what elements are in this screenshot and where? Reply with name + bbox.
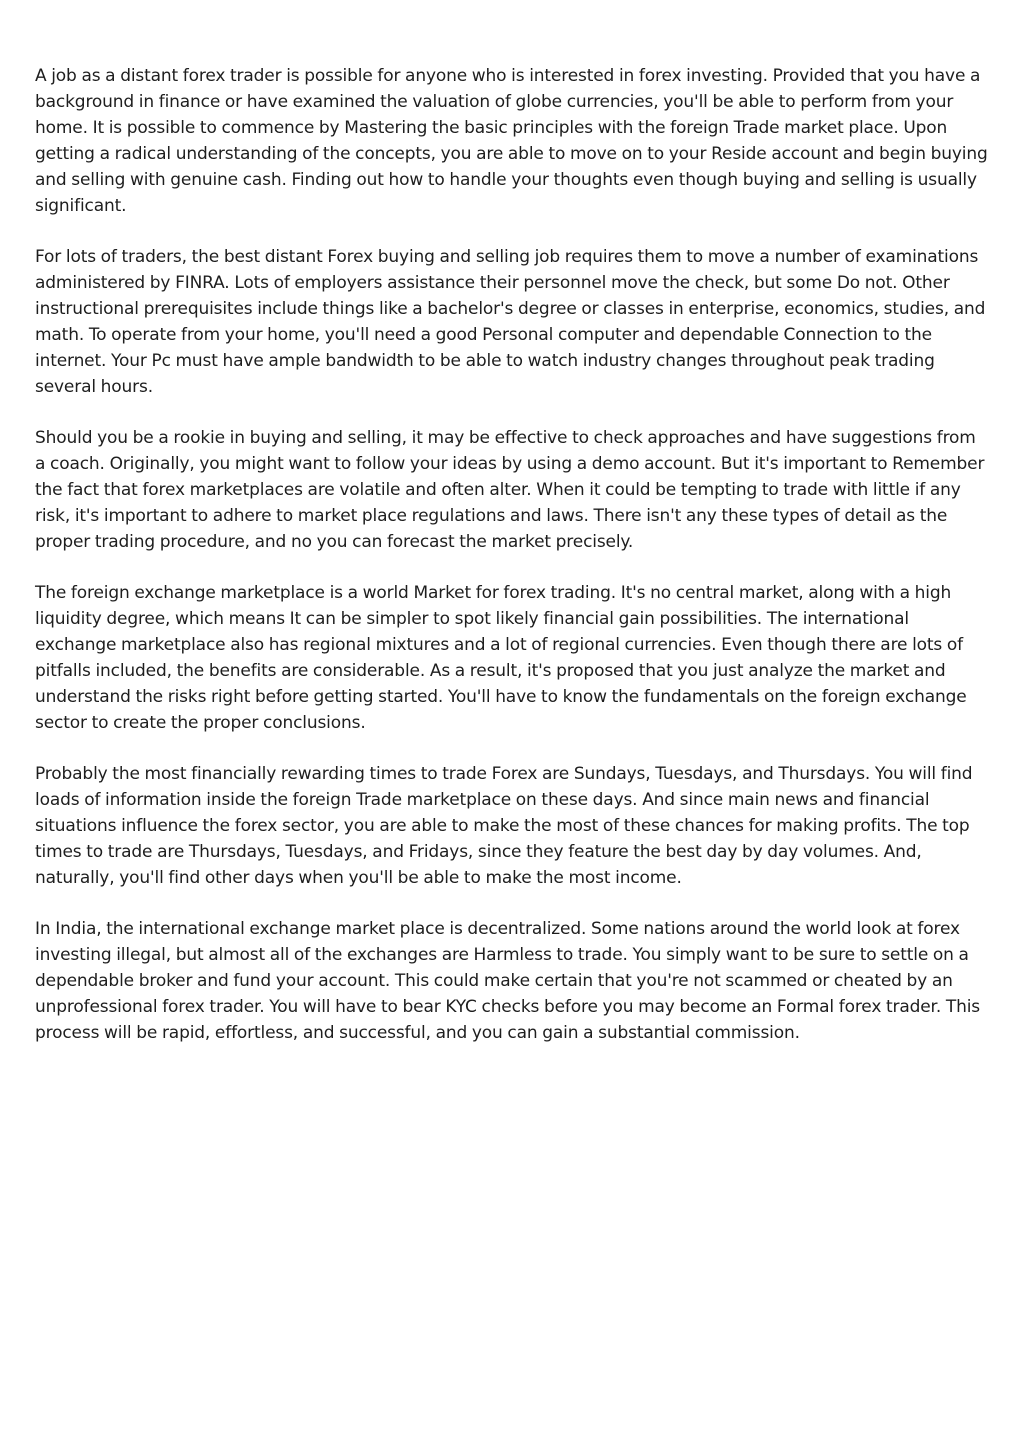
paragraph-3: Should you be a rookie in buying and selling, it may be effective to check approaches and have suggestions from a coach. Originally, you might want to follow your ideas by using a demo account. But it's important to Remember the fact that forex marketplaces are volatile and often alter. When it could be tempting to trade with little if any risk, it's important to adhere to market place regulations and laws. There isn't any these types of detail as the proper trading procedure, and no you can forecast the market precisely.	[35, 428, 985, 552]
paragraph-4: The foreign exchange marketplace is a world Market for forex trading. It's no central market, along with a high liquidity degree, which means It can be simpler to spot likely financial gain possibilities. The international exchange marketplace also has regional mixtures and a lot of regional currencies. Even though there are lots of pitfalls included, the benefits are considerable. As a result, it's proposed that you just analyze the market and understand the risks right before getting started. You'll have to know the fundamentals on the foreign exchange sector to create the proper conclusions.	[35, 583, 967, 733]
document-body	[35, 64, 990, 1072]
paragraph-6: In India, the international exchange market place is decentralized. Some nations around the world look at forex investing illegal, but almost all of the exchanges are Harmless to trade. You simply want to be sure to settle on a dependable broker and fund your account. This could make certain that you're not scammed or cheated by an unprofessional forex trader. You will have to bear KYC checks before you may become an Formal forex trader. This process will be rapid, effortless, and successful, and you can gain a substantial commission.	[35, 919, 980, 1043]
paragraph-2: For lots of traders, the best distant Forex buying and selling job requires them to move a number of examinations administered by FINRA. Lots of employers assistance their personnel move the check, but some Do not. Other instructional prerequisites include things like a bachelor's degree or classes in enterprise, economics, studies, and math. To operate from your home, you'll need a good Personal computer and dependable Connection to the internet. Your Pc must have ample bandwidth to be able to watch industry changes throughout peak trading several hours.	[35, 247, 986, 397]
paragraph-1: A job as a distant forex trader is possible for anyone who is interested in forex investing. Provided that you have a background in finance or have examined the valuation of globe currencies, you'll be able to perform from your home. It is possible to commence by Mastering the basic principles with the foreign Trade market place. Upon getting a radical understanding of the concepts, you are able to move on to your Reside account and begin buying and selling with genuine cash. Finding out how to handle your thoughts even though buying and selling is usually significant.	[35, 66, 988, 216]
paragraph-5: Probably the most financially rewarding times to trade Forex are Sundays, Tuesdays, and Thursdays. You will find loads of information inside the foreign Trade marketplace on these days. And since main news and financial situations influence the forex sector, you are able to make the most of these chances for making profits. The top times to trade are Thursdays, Tuesdays, and Fridays, since they feature the best day by day volumes. And, naturally, you'll find other days when you'll be able to make the most income.	[35, 764, 973, 888]
